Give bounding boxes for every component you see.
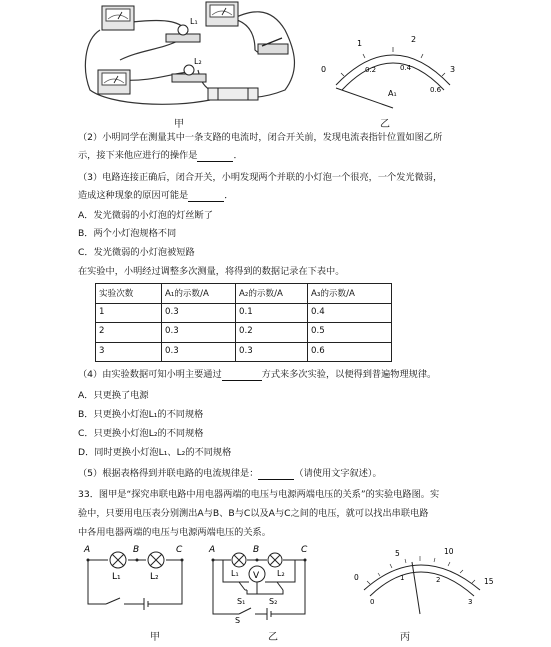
- table-header-cell: A₂的示数/A: [236, 284, 308, 304]
- vdial-big-15: 15: [484, 577, 494, 586]
- experiment-intro: 在实验中，小明经过调整多次测量，将得到的数据记录在下表中。: [78, 266, 345, 277]
- bottom-b-l1-label: L₁: [231, 569, 239, 578]
- table-cell: 3: [96, 342, 162, 362]
- dial-big-3: 3: [450, 65, 456, 74]
- table-cell: 0.6: [308, 342, 392, 362]
- vdial-pointer: [412, 562, 420, 614]
- dial-small-2: 0.4: [400, 64, 412, 72]
- q4-row: [78, 369, 436, 381]
- table-cell: 0.3: [162, 303, 236, 323]
- table-cell: 0.3: [162, 342, 236, 362]
- q2-line2-row: 示，接下来他应进行的操作是 ．: [78, 150, 243, 161]
- bulb-l1-icon: [166, 25, 200, 42]
- bottom-caption-a: 甲: [150, 632, 160, 643]
- q4-part2: 方式来多次实验，以便得到普遍物理规律。: [261, 369, 437, 380]
- q3-line1: （3）电路连接正确后，闭合开关，小明发现两个并联的小灯泡一个很亮，一个发光微弱，: [78, 172, 443, 183]
- bulb-l1-label: L₁: [190, 17, 198, 26]
- switch-s-label: S: [235, 616, 241, 624]
- table-cell: 0.5: [308, 323, 392, 343]
- bulb-l1-symbol-icon: [110, 552, 126, 568]
- vdial-big-5: 5: [395, 549, 400, 558]
- table-header-cell: 实验次数: [96, 284, 162, 304]
- q33-line1: 33．图甲是“探究串联电路中用电器两端的电压与电源两端电压的关系”的实验电路图。实: [78, 489, 440, 500]
- table-cell: 1: [96, 303, 162, 323]
- ammeter-3-icon: [98, 70, 130, 94]
- q4-part1: （4）由实验数据可知小明主要通过: [78, 369, 222, 380]
- q4-option-b: B．只更换小灯泡L₁的不同规格: [78, 409, 204, 420]
- node-b-label: B: [133, 545, 140, 555]
- bulb-l2-symbol-icon: [148, 552, 164, 568]
- q33-line3: 中各用电器两端的电压与电源两端电压的关系。: [78, 527, 271, 538]
- dial-big-1: 1: [357, 39, 363, 48]
- table-cell: 0.3: [162, 323, 236, 343]
- q4-option-a: A．只更换了电源: [78, 390, 149, 401]
- table-row: [96, 303, 392, 323]
- bulb-l1-symbol-b-icon: [232, 553, 246, 567]
- table-cell: 0.3: [236, 342, 308, 362]
- bulb-l2-symbol-b-icon: [268, 553, 282, 567]
- q5-answer-blank[interactable]: [258, 470, 294, 480]
- dial-pointer: [336, 88, 393, 108]
- bottom-l2-label: L₂: [150, 572, 159, 582]
- node-b-b-label: B: [253, 545, 260, 555]
- data-table: [95, 283, 392, 362]
- bottom-caption-b: 乙: [268, 632, 278, 643]
- q3-option-a: A．发光微弱的小灯泡的灯丝断了: [78, 210, 213, 221]
- table-header-cell: A₁的示数/A: [162, 284, 236, 304]
- q3-answer-blank[interactable]: [188, 192, 224, 202]
- series-circuit-figure-a: [80, 542, 200, 614]
- q5-part1: （5）根据表格得到并联电路的电流规律是：: [78, 468, 259, 479]
- battery-icon: [208, 88, 258, 100]
- node-c-b-label: C: [301, 545, 308, 555]
- bulb-l2-icon: [172, 65, 206, 82]
- top-figure-left-caption: 甲: [174, 119, 184, 130]
- table-cell: 2: [96, 323, 162, 343]
- vdial-small-3: 3: [468, 598, 473, 606]
- q3-option-b: B．两个小灯泡规格不同: [78, 228, 177, 239]
- q33-line2: 验中，只要用电压表分别测出A与B、B与C以及A与C之间的电压，就可以找出串联电路: [78, 508, 429, 519]
- vdial-small-1: 1: [400, 574, 405, 582]
- bottom-l1-label: L₁: [112, 572, 121, 582]
- ammeter-dial-figure: [318, 30, 468, 110]
- q4-option-d: D．同时更换小灯泡L₁、L₂的不同规格: [78, 447, 232, 458]
- q4-answer-blank[interactable]: [222, 371, 262, 381]
- table-cell: 0.2: [236, 323, 308, 343]
- node-a-b-label: A: [209, 545, 216, 555]
- q3-option-c: C．发光微弱的小灯泡被短路: [78, 247, 195, 258]
- voltmeter-label: V: [253, 571, 260, 581]
- ammeter-1-icon: [102, 6, 134, 30]
- vdial-small-2: 2: [436, 576, 441, 584]
- bottom-b-l2-label: L₂: [277, 569, 285, 578]
- voltmeter-dial-figure: [350, 544, 500, 616]
- q2-line1: （2）小明同学在测量其中一条支路的电流时，闭合开关前，发现电流表指针位置如图乙所: [78, 132, 443, 143]
- switch-icon: [258, 38, 288, 54]
- circuit-photo-figure: [80, 0, 320, 112]
- dial-small-3: 0.6: [430, 86, 442, 94]
- node-a-label: A: [84, 545, 91, 555]
- q2-line2: 示，接下来他应进行的操作是: [78, 150, 198, 161]
- table-cell: 0.1: [236, 303, 308, 323]
- vdial-big-0: 0: [354, 573, 359, 582]
- table-cell: 0.4: [308, 303, 392, 323]
- q3-line2: 造成这种现象的原因可能是: [78, 190, 189, 201]
- dial-label: A₁: [388, 89, 397, 98]
- table-row: [96, 323, 392, 343]
- dial-small-1: 0.2: [365, 66, 377, 74]
- bulb-l2-label: L₂: [194, 57, 202, 66]
- q5-row: [78, 468, 382, 480]
- dial-big-2: 2: [411, 35, 417, 44]
- q5-part2: （请使用文字叙述）。: [294, 468, 382, 479]
- bottom-caption-c: 丙: [400, 632, 410, 643]
- q3-line2-row: 造成这种现象的原因可能是 ．: [78, 190, 234, 201]
- q4-option-c: C．只更换小灯泡L₂的不同规格: [78, 428, 204, 439]
- voltmeter-symbol-icon: [249, 566, 265, 582]
- q2-answer-blank[interactable]: [197, 152, 233, 162]
- table-header-cell: A₃的示数/A: [308, 284, 392, 304]
- dial-big-0: 0: [321, 65, 327, 74]
- vdial-big-10: 10: [444, 547, 454, 556]
- series-circuit-figure-b: [205, 542, 325, 624]
- top-figure-right-caption: 乙: [380, 119, 390, 130]
- vdial-small-0: 0: [370, 598, 375, 606]
- switch-s2-label: S₂: [269, 597, 278, 606]
- switch-s1-label: S₁: [237, 597, 246, 606]
- table-header-row: [96, 284, 392, 304]
- ammeter-2-icon: [206, 2, 238, 26]
- table-row: [96, 342, 392, 362]
- node-c-label: C: [176, 545, 183, 555]
